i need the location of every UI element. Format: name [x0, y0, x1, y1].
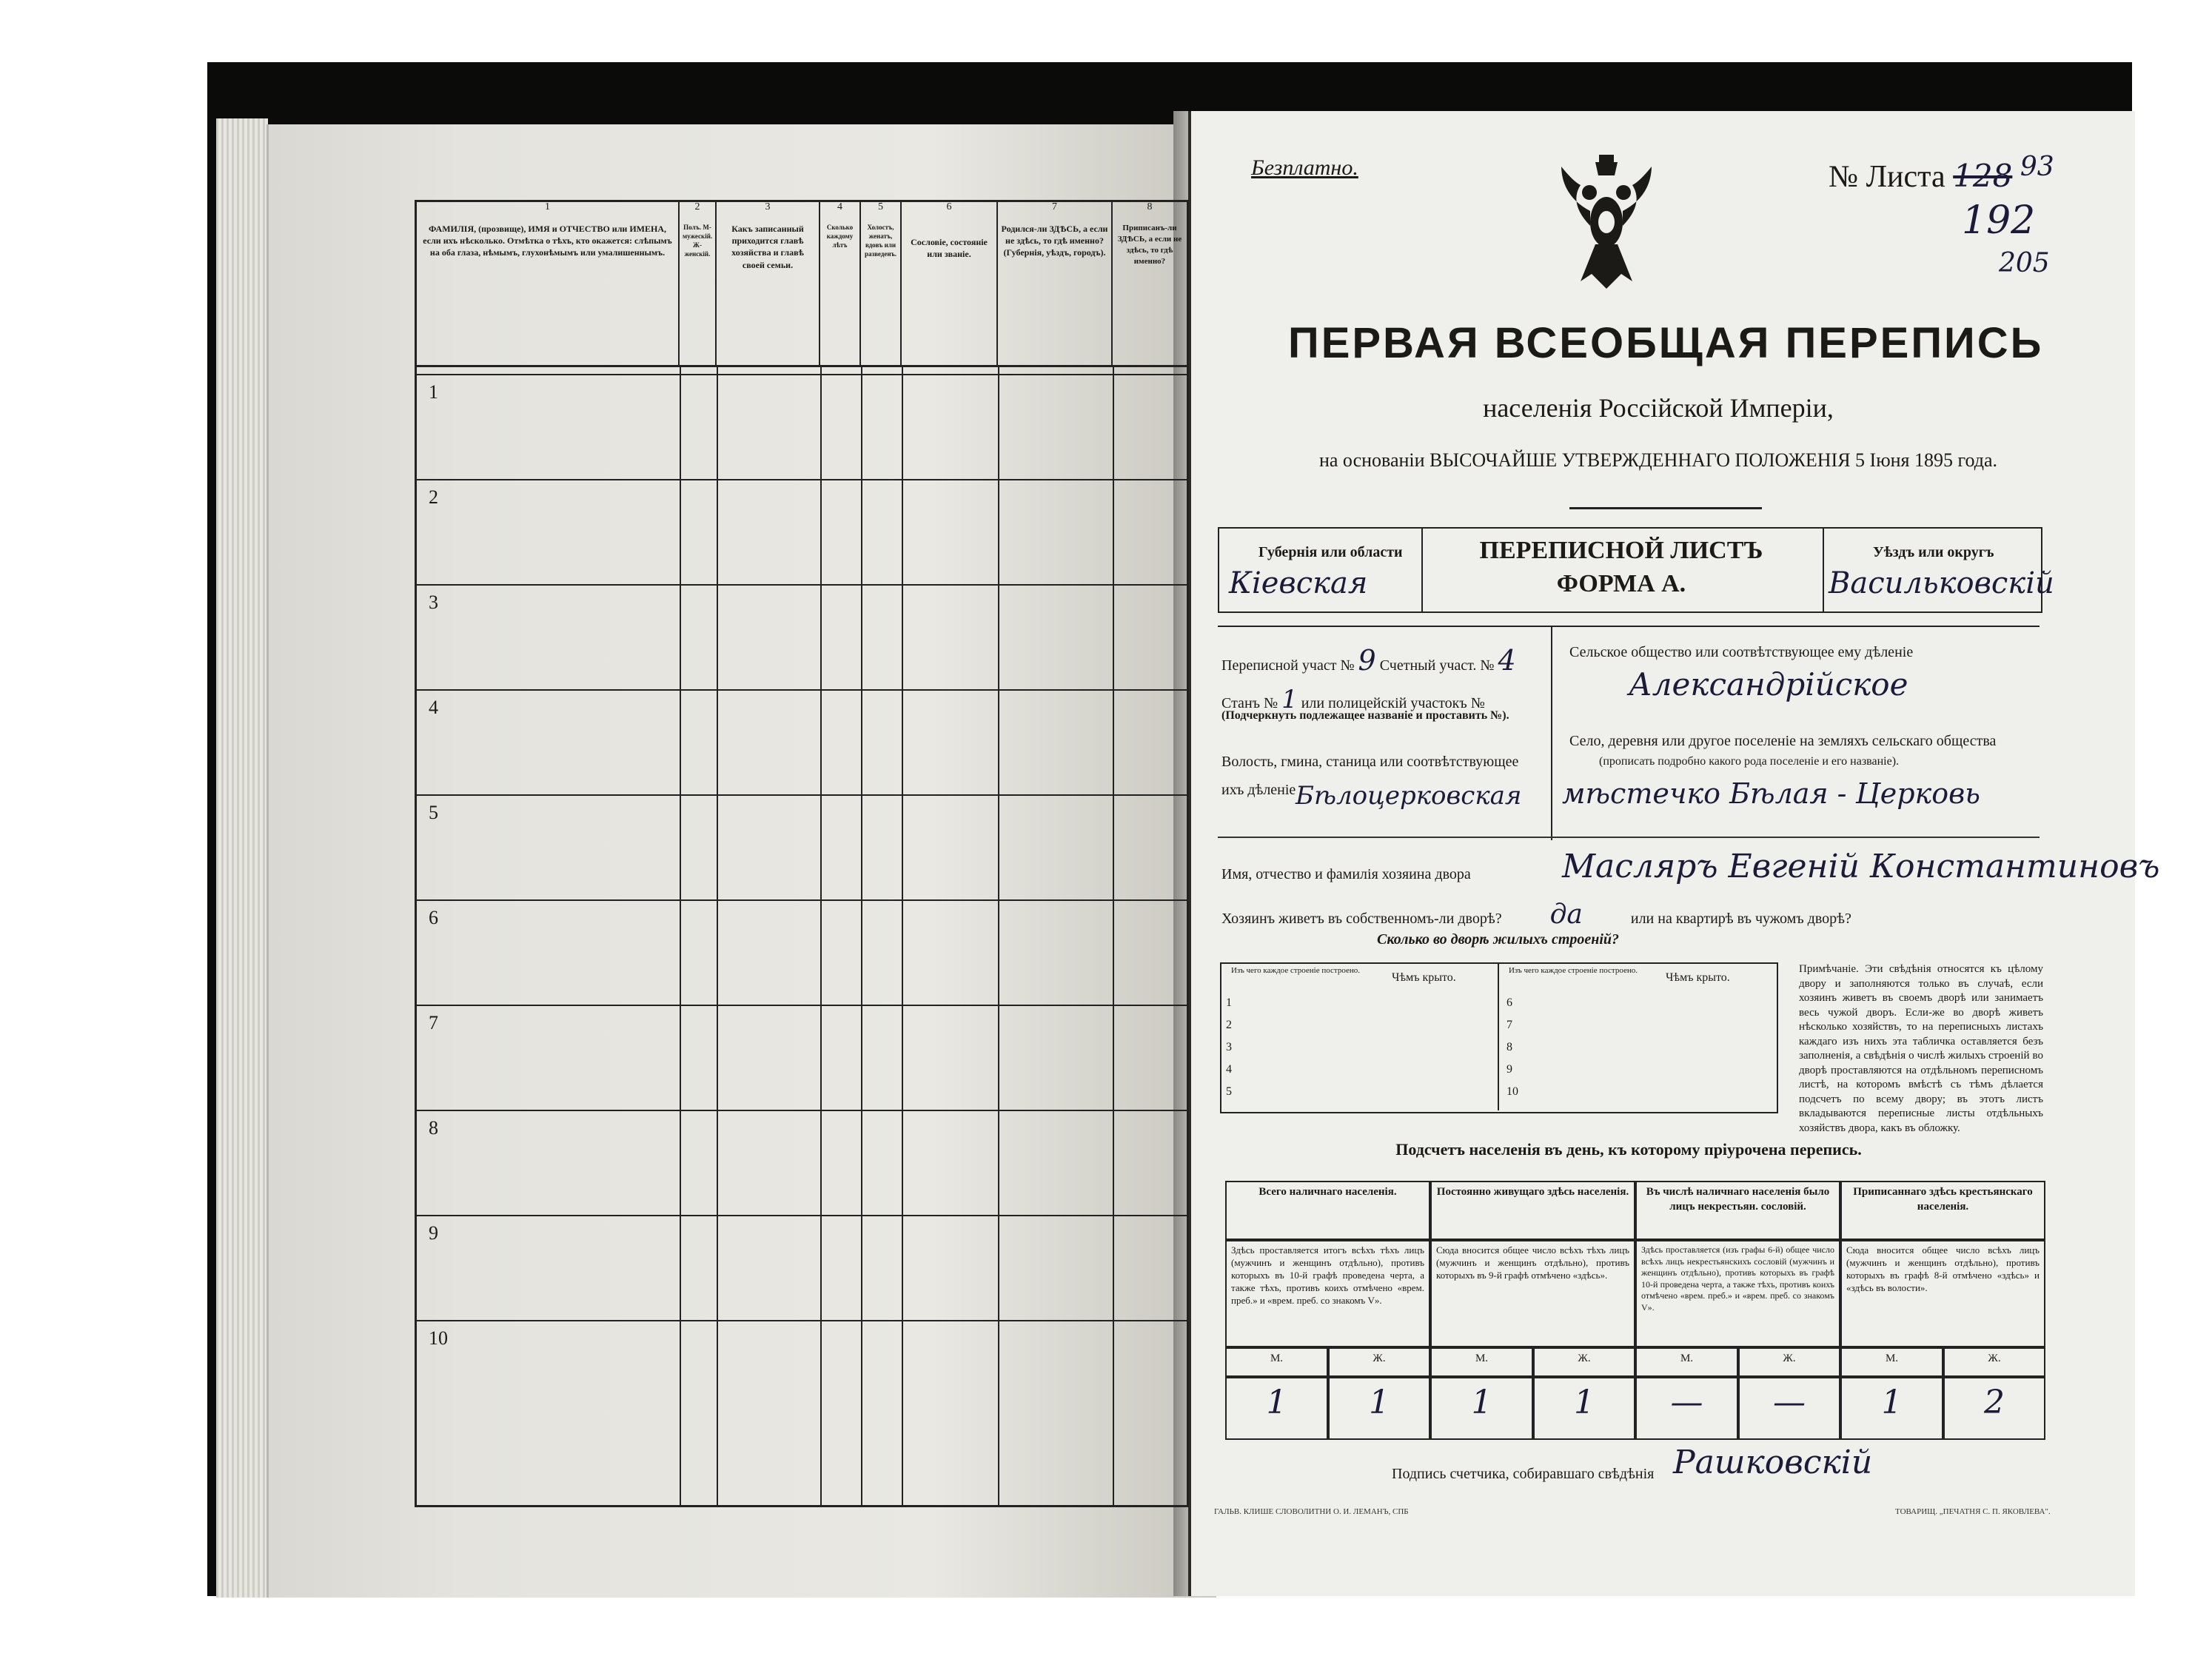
row-number: 3 — [429, 591, 438, 613]
selo-note: (прописать подробно какого рода поселеніе и его названіе). — [1599, 755, 1900, 768]
buildings-table — [1220, 962, 1778, 1113]
count-desc-assigned: Сюда вносится общее число всѣхъ лицъ (мужчинъ и женщинъ отдѣльно), противъ которыхъ въ графѣ 8-й отмѣчено «здѣсь» и «здѣсь въ волости». — [1840, 1240, 2045, 1347]
uezd-value: Васильковскій — [1829, 566, 2054, 600]
col-text: Полъ. М-мужескій. Ж-женскій. — [683, 224, 713, 258]
buildings-left-nums — [1226, 992, 1241, 1103]
police-label: или полицейскій участокъ № — [1301, 695, 1485, 711]
col-6-header — [902, 202, 998, 365]
selo-label: Село, деревня или другое поселеніе на земляхъ сельскаго общества — [1569, 733, 1997, 749]
row-number: 7 — [429, 1012, 438, 1033]
count-value-total-m: 1 — [1225, 1377, 1328, 1440]
stan-note: (Подчеркнуть подлежащее названіе и проставить №). — [1221, 709, 1509, 722]
zh-label: Ж. — [1328, 1347, 1430, 1377]
row-number: 6 — [1506, 996, 1512, 1009]
count-desc-nonpeasant: Здѣсь проставляется (изъ графы 6-й) общее число всѣхъ лицъ некрестьянскихъ сословій (мужчинъ и женщинъ отдѣльно), противъ которыхъ въ графѣ 10-й проведена черта, а также тѣхъ, противъ коихъ отмѣчено «врем. преб.» и «врем. преб. со знакомъ V». — [1635, 1240, 1840, 1347]
row-number: 2 — [1226, 1019, 1232, 1031]
row-number: 5 — [429, 802, 438, 823]
count-title: Подсчетъ населенія въ день, къ которому пріурочена перепись. — [1395, 1140, 1862, 1159]
count-value-assigned-m: 1 — [1840, 1377, 1943, 1440]
col-number: 8 — [1147, 201, 1153, 212]
lives-label-2: или на квартирѣ въ чужомъ дворѣ? — [1630, 911, 1851, 927]
lives-value: да — [1549, 899, 1583, 930]
col-number: 5 — [878, 201, 883, 212]
signature-value: Рашковскій — [1673, 1444, 1873, 1481]
sheet-label: № Листа — [1829, 160, 1945, 194]
col-4-header — [820, 202, 861, 365]
footer-right: ТОВАРИЩ. „ПЕЧАТНЯ С. П. ЯКОВЛЕВА". — [1895, 1507, 2051, 1516]
stan-label: Станъ № — [1221, 695, 1278, 711]
col-2-header — [680, 202, 717, 365]
page-basis: на основаніи ВЫСОЧАЙШЕ УТВЕРЖДЕННАГО ПОЛОЖЕНІЯ 5 Іюня 1895 года. — [1318, 449, 1998, 471]
row-number: 3 — [1226, 1041, 1232, 1053]
lives-label: Хозяинъ живетъ въ собственномъ-ли дворѣ? — [1221, 911, 1502, 927]
uchastok-line — [1221, 644, 1516, 677]
row-number: 7 — [1506, 1019, 1512, 1031]
count-head-total: Всего наличнаго населенія. — [1225, 1181, 1430, 1240]
col-text: Холостъ, женатъ, вдовъ или разведенъ. — [864, 224, 897, 258]
form-divider — [1218, 626, 2040, 627]
volost-label: Волость, гмина, станица или соотвѣтствующее ихъ дѣленіе — [1221, 754, 1519, 798]
col-number: 4 — [837, 201, 842, 212]
col-text: Родился-ли ЗДѢСЬ, а если не здѣсь, то гдѣ именно? (Губернія, уѣздъ, городъ). — [1001, 224, 1108, 258]
buildings-label: Сколько во дворѣ жилыхъ строеній? — [1377, 931, 1620, 948]
sheet-num-bottom: 205 — [1999, 248, 2050, 278]
m-label: М. — [1635, 1347, 1738, 1377]
row-number: 8 — [1506, 1041, 1512, 1053]
free-label: Безплатно. — [1251, 155, 1358, 180]
buildings-head-material-2: Изъ чего каждое строеніе построено. — [1508, 966, 1638, 975]
zh-label: Ж. — [1738, 1347, 1840, 1377]
note-text: Примѣчаніе. Эти свѣдѣнія относятся къ цѣлому двору и заполняются только въ случаѣ, если хозяинъ живетъ въ своемъ дворѣ или занимаетъ весь чужой дворъ. Если-же во дворѣ живетъ нѣсколько хозяйствъ, то на переписныхъ листахъ каждаго изъ нихъ эта табличка оставляется безъ заполненія, а свѣдѣнія о числѣ жилыхъ строеній во дворѣ проставляются на отдѣльномъ переписномъ листѣ, на которомъ вмѣстѣ съ тѣмъ дѣлается подсчетъ по всему двору; въ этотъ листъ вкладываются переписные листы отдѣльныхъ хозяйствъ двора, какъ въ обложку. — [1799, 963, 2043, 1134]
form-divider-vertical — [1551, 626, 1552, 840]
col-text: Какъ записанный приходится главѣ хозяйства и главѣ своей семьи. — [731, 224, 804, 270]
col-number: 6 — [946, 201, 952, 212]
volost-value: Бѣлоцерковская — [1296, 781, 1522, 811]
sheet-num-top: 93 — [2020, 152, 2054, 182]
table-row — [417, 479, 1187, 586]
table-row — [417, 1005, 1187, 1111]
uchastok-label: Переписной участ № — [1221, 657, 1355, 674]
zh-label: Ж. — [1943, 1347, 2045, 1377]
col-5-header — [861, 202, 902, 365]
left-table-header — [417, 202, 1187, 367]
zh-label: Ж. — [1533, 1347, 1635, 1377]
col-number: 2 — [694, 201, 700, 212]
gubernia-value: Кіевская — [1229, 566, 1368, 600]
page-subtitle: населенія Россійской Имперіи, — [1483, 393, 1834, 423]
row-number: 9 — [429, 1222, 438, 1244]
schetny-label: Счетный участ. № — [1379, 657, 1495, 674]
count-value-total-zh: 1 — [1328, 1377, 1430, 1440]
buildings-right-nums — [1506, 992, 1529, 1103]
obshchestvo-value: Александрійское — [1629, 666, 1908, 703]
table-row — [417, 1215, 1187, 1321]
count-value-nonpeasant-zh: — — [1738, 1377, 1840, 1440]
row-number: 9 — [1506, 1063, 1512, 1076]
uchastok-value: 9 — [1358, 644, 1376, 677]
count-desc-permanent: Сюда вносится общее число всѣхъ тѣхъ лицъ (мужчинъ и женщинъ отдѣльно), противъ которыхъ въ 9-й графѣ отмѣчено «здѣсь». — [1430, 1240, 1635, 1347]
col-3-header — [717, 202, 820, 365]
col-1-header — [417, 202, 680, 365]
col-number: 7 — [1052, 201, 1057, 212]
sheet-num-crossed: 128 — [1953, 158, 2013, 194]
row-number: 10 — [429, 1327, 448, 1349]
col-number: 3 — [765, 201, 771, 212]
col-7-header — [998, 202, 1113, 365]
count-value-permanent-zh: 1 — [1533, 1377, 1635, 1440]
m-label: М. — [1430, 1347, 1533, 1377]
col-number: 1 — [545, 201, 550, 212]
table-row — [417, 899, 1187, 1006]
sheet-num-middle: 192 — [1962, 198, 2036, 243]
buildings-head-roof: Чѣмъ крыто. — [1392, 971, 1456, 984]
schetny-value: 4 — [1498, 644, 1516, 677]
col-text: Сколько каждому лѣтъ — [826, 224, 854, 249]
count-value-nonpeasant-m: — — [1635, 1377, 1738, 1440]
footer-left: ГАЛЬВ. КЛИШЕ СЛОВОЛИТНИ О. И. ЛЕМАНЪ, СПБ — [1214, 1507, 1409, 1516]
page-title: ПЕРВАЯ ВСЕОБЩАЯ ПЕРЕПИСЬ — [1288, 319, 2044, 367]
owner-value: Масляръ Евгеній Константиновъ — [1562, 848, 2160, 885]
signature-label: Подпись счетчика, собиравшаго свѣдѣнія — [1392, 1466, 1655, 1482]
lives-line — [1221, 899, 1851, 930]
col-text: ФАМИЛІЯ, (прозвище), ИМЯ и ОТЧЕСТВО или ИМЕНА, если ихъ нѣсколько. Отмѣтка о тѣхъ, кто окажется: слѣпымъ на оба глаза, нѣмымъ, глухонѣмымъ или умалишеннымъ. — [423, 224, 672, 258]
table-row — [417, 584, 1187, 691]
count-head-nonpeasant: Въ числѣ наличнаго населенія было лицъ некрестьян. сословій. — [1635, 1181, 1840, 1240]
buildings-head-material: Изъ чего каждое строеніе построено. — [1230, 966, 1361, 975]
owner-label: Имя, отчество и фамилія хозяина двора — [1221, 866, 1471, 882]
row-number: 5 — [1226, 1085, 1232, 1098]
sheet-number — [1829, 152, 2054, 195]
m-label: М. — [1225, 1347, 1328, 1377]
decorative-rule — [1569, 507, 1762, 509]
row-number: 10 — [1506, 1085, 1518, 1098]
table-row — [417, 794, 1187, 901]
m-label: М. — [1840, 1347, 1943, 1377]
col-8-header — [1113, 202, 1187, 365]
table-row — [417, 374, 1187, 480]
buildings-head-roof-2: Чѣмъ крыто. — [1666, 971, 1730, 984]
selo-value: мѣстечко Бѣлая - Церковь — [1562, 777, 1980, 810]
row-number: 1 — [1226, 996, 1232, 1009]
uezd-label: Уѣздъ или округъ — [1873, 544, 1994, 560]
buildings-divider — [1498, 962, 1499, 1110]
count-value-permanent-m: 1 — [1430, 1377, 1533, 1440]
table-row — [417, 1110, 1187, 1216]
row-number: 1 — [429, 381, 438, 403]
table-row — [417, 689, 1187, 796]
page-edges — [216, 118, 268, 1598]
count-value-assigned-zh: 2 — [1943, 1377, 2045, 1440]
count-head-assigned: Приписаннаго здѣсь крестьянскаго населенія. — [1840, 1181, 2045, 1240]
col-text: Сословіе, состояніе или званіе. — [911, 237, 988, 260]
table-row — [417, 1320, 1187, 1427]
row-number: 4 — [1226, 1063, 1232, 1076]
left-census-table — [415, 200, 1189, 1507]
count-head-permanent: Постоянно живущаго здѣсь населенія. — [1430, 1181, 1635, 1240]
row-number: 8 — [429, 1117, 438, 1139]
gubernia-label: Губернія или области — [1259, 544, 1403, 560]
form-line — [1218, 837, 2040, 838]
row-number: 4 — [429, 697, 438, 718]
form-title: ПЕРЕПИСНОЙ ЛИСТЪ — [1479, 537, 1763, 564]
form-subtitle: ФОРМА А. — [1556, 570, 1686, 597]
imperial-eagle-emblem-icon — [1558, 152, 1655, 300]
obshchestvo-label: Сельское общество или соотвѣтствующее ему дѣленіе — [1569, 644, 1914, 660]
count-desc-total: Здѣсь проставляется итогъ всѣхъ тѣхъ лицъ (мужчинъ и женщинъ отдѣльно), противъ которыхъ въ 10-й графѣ проведена черта, а также тѣхъ, противъ коихъ отмѣчено «врем. преб.» и «врем. преб. со знакомъ V». — [1225, 1240, 1430, 1347]
row-number: 2 — [429, 486, 438, 508]
col-text: Приписанъ-ли ЗДѢСЬ, а если не здѣсь, то гдѣ именно? — [1117, 224, 1182, 266]
row-number: 6 — [429, 907, 438, 928]
stan-value: 1 — [1281, 685, 1298, 714]
